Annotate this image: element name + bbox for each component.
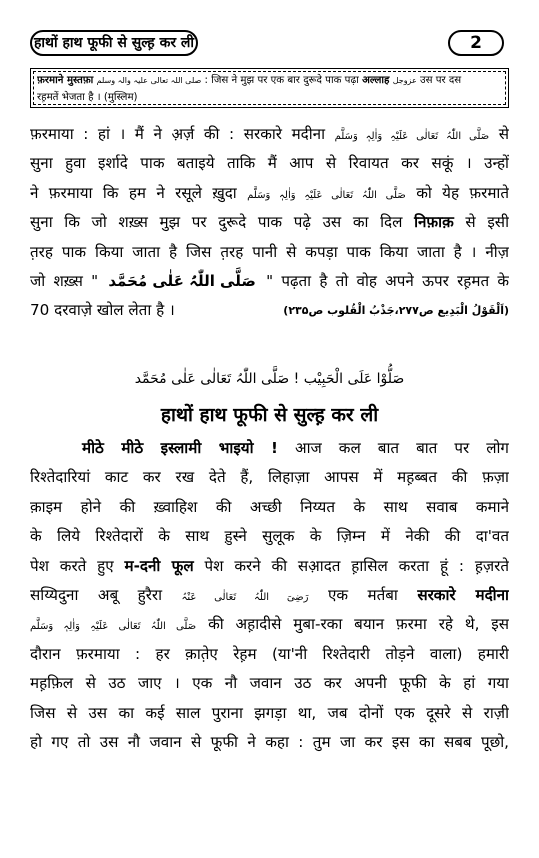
page-number: 2 [448,30,504,56]
farmane-text: : जिस ने मुझ पर एक बार दुरूदे पाक पढ़ा [204,75,359,86]
para1-line-3-end: को येह फ़रमाते [416,183,509,202]
para2-line-5-text: पेश करते हुए [30,556,114,575]
para2-line-1-text: आज कल बात बात पर लोग [294,439,509,457]
para2-line-5 [30,552,509,581]
para1-line-1 [30,120,509,149]
para2-line-4: के लिये रिश्तेदारों के साथ ह़ुस्ने सुलूक के ज़िम्न में नेकी की दा'वत [30,527,509,546]
para2-line-3: क़ाइम होने की ख़्वाहिश की अच्छी निय्यत के साथ सवाब कमाने [30,497,509,516]
salawat-calligraphy: صَلَّی اللّٰہُ تَعَالٰی عَلَیْہِ وَاٰلِہٖ وَسَلَّم [334,131,490,142]
reference-line [30,296,509,325]
section-heading: हाथों हाथ फूफी से सुल्ह़ कर ली [160,404,379,426]
para1-line-6-text: जो शख़्स " [30,271,99,290]
para2-line-6-mid: एक मर्तबा [327,585,398,604]
para1-line-1-text: फ़रमाया : हां । मैं ने अ़र्ज़ की : सरकारे मदीना [30,125,326,143]
sarkare-madina-bold: सरकारे मदीना [417,585,509,604]
farmane-line-2: रह़मतें भेजता है । (मुस्लिम) [37,92,138,103]
para1-line-4-end: से इसी [465,213,509,232]
para1-line-4 [30,208,509,237]
farmane-line-1 [37,72,502,89]
nifaq-bold: निफ़ाक़ [414,213,454,232]
madani-phool-bold: म-दनी फूल [124,556,194,575]
para2-line-7-text: की अह़ादीसे मुबा-रका बयान फ़रमा रहे थे, इस [208,615,509,634]
para1-line-5: त़रह पाक किया जाता है जिस त़रह पानी से कपड़ा पाक किया जाता है । नीज़ [30,242,509,261]
para2-line-8: दौरान फ़रमाया : हर क़ात़ेए रेह़म (या'नी रिश्तेदारी तोड़ने वाला) हमारी [30,644,509,663]
para1-line-6 [30,267,509,296]
para1-line-3 [30,179,509,208]
salawat-calligraphy: صَلَّی اللّٰہُ تَعَالٰی عَلَیْہِ وَاٰلِہٖ وَسَلَّم [30,621,197,633]
para2-line-10: जिस से उस का कई साल पुराना झगड़ा था, जब दोनों एक दूसरे से राज़ी [30,703,509,722]
salawat-calligraphy: صَلَّی اللّٰہُ تَعَالٰی عَلَیْہِ وَاٰلِہٖ وَسَلَّم [247,189,406,201]
book-reference: (اَلْقَوْلُ الْبَدِیع ص۲۷۷،جَذْبُ الْقُلوب ص۲۳۵) [283,304,509,318]
greeting-bold: मीठे मीठे इस्लामी भाइयो ! [82,439,278,457]
radiyallahu-calligraphy: رَضِیَ اللّٰہُ تَعَالٰی عَنْہُ [181,591,309,603]
salutation-calligraphy: صَلُّوْا عَلَی الْحَبِیْب ! صَلَّی اللّٰہُ تَعَالٰی عَلٰی مُحَمَّد [134,371,405,387]
para2-line-6 [30,581,509,610]
para2-line-9: मह़फ़िल से उठ जाए । एक नौ जवान उठ कर अपनी फूफी के हां गया [30,674,509,693]
durood-calligraphy: صَلَّی اللّٰہُ عَلٰی مُحَمَّد [108,271,256,290]
farmane-label: फ़रमाने मुस्तफ़ा [37,75,94,86]
farmane-dashed-border [33,71,506,105]
farmane-allah: अल्लाह [362,75,390,86]
farmane-end: उस पर दस [420,75,462,86]
para2-line-6-text: सय्यिदुना अबू हुरैरा [30,585,163,604]
paragraph-1 [30,120,509,326]
farmane-salawat: صلی اللہ تعالی علیہ والہ وسلم [96,76,202,85]
para2-line-11: हो गए तो उस नौ जवान से फूफी ने कहा : तुम जा कर इस का सबब पूछो, [30,732,509,751]
para1-line-6-end: " पढ़ता है तो वोह अपने ऊपर रह़मत के [266,271,509,290]
paragraph-2 [30,434,509,757]
reference-line-text: 70 दरवाज़े खोल लेता है । [30,301,175,320]
para1-line-4-text: सुना कि जो शख़्स मुझ पर दुरूदे पाक पढ़े उस का दिल [30,213,403,232]
para2-line-1 [30,434,509,463]
farmane-azza: عزوجل [392,76,417,85]
para1-line-2: सुना हुवा इर्शादे पाक बताइये ताकि मैं आप से रिवायत कर सकूं । उन्हों [30,154,509,173]
book-title-header: हाथों हाथ फूफी से सुल्ह़ कर ली [30,30,198,56]
para1-line-1-end: से [498,125,509,143]
farmane-mustafa-box [30,68,509,108]
para1-line-3-text: ने फ़रमाया कि हम ने रसूले ख़ुदा [30,183,237,202]
para2-line-7 [30,610,509,639]
para2-line-2: रिश्तेदारियां काट कर रख देते हैं, लिहाज़ा आपस में मह़ब्बत की फ़ज़ा [30,468,509,487]
para2-line-5-end: पेश करने की सआ़दत ह़ासिल करता हूं : ह़ज़रते [204,556,509,575]
